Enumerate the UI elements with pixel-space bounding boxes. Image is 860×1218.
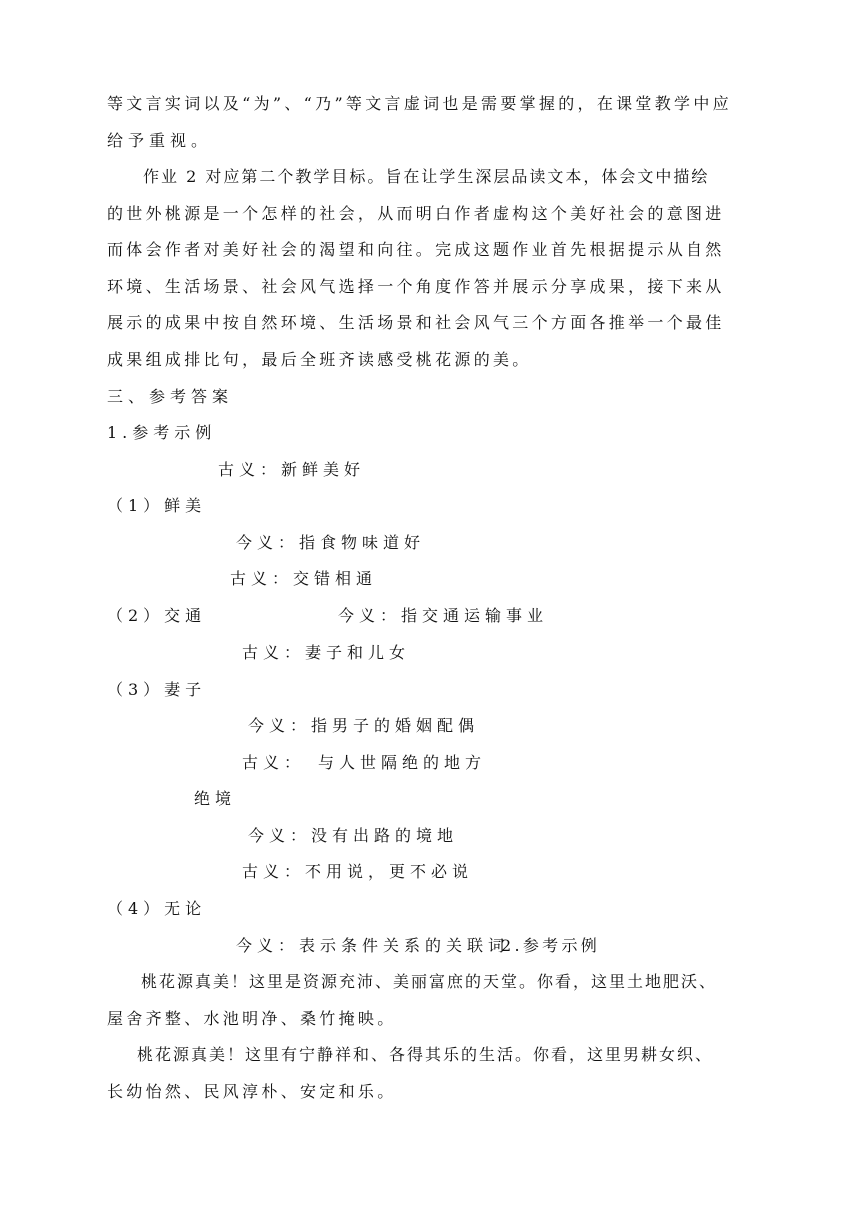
- example-line: 桃花源真美！这里是资源充沛、美丽富庶的天堂。你看，这里土地肥沃、: [141, 972, 718, 991]
- modern-meaning: 今义：没有出路的境地: [248, 826, 459, 845]
- paragraph-line: 给予重视。: [107, 131, 213, 150]
- answer-heading: 2.参考示例: [501, 936, 601, 955]
- example-line: 屋舍齐整、水池明净、桑竹掩映。: [107, 1009, 397, 1028]
- modern-meaning: 今义：指男子的婚姻配偶: [248, 716, 480, 735]
- modern-meaning: 今义：表示条件关系的关联词: [236, 936, 510, 955]
- modern-meaning: 今义：指交通运输事业: [338, 606, 549, 625]
- ancient-meaning: 古义：妻子和儿女: [242, 643, 411, 662]
- ancient-meaning: 古义：新鲜美好: [218, 460, 366, 479]
- ancient-meaning: 古义：不用说，更不必说: [242, 862, 474, 881]
- section-heading: 三、参考答案: [107, 387, 234, 406]
- paragraph-line: 展示的成果中按自然环境、生活场景和社会风气三个方面各推举一个最佳: [107, 313, 725, 332]
- term-label: （4）无论: [107, 899, 207, 918]
- answer-heading: 1.参考示例: [107, 423, 217, 442]
- paragraph-line: 的世外桃源是一个怎样的社会，从而明白作者虚构这个美好社会的意图进: [107, 204, 725, 223]
- paragraph-line: 成果组成排比句，最后全班齐读感受桃花源的美。: [107, 350, 532, 369]
- term-label: （3）妻子: [107, 680, 207, 699]
- paragraph-line: 而体会作者对美好社会的渴望和向往。完成这题作业首先根据提示从自然: [107, 240, 725, 259]
- example-line: 桃花源真美！这里有宁静祥和、各得其乐的生活。你看，这里男耕女织、: [137, 1045, 714, 1064]
- ancient-meaning: 古义： 与人世隔绝的地方: [242, 753, 487, 772]
- ancient-meaning: 古义：交错相通: [230, 569, 378, 588]
- paragraph-line: 作业 2 对应第二个教学目标。旨在让学生深层品读文本，体会文中描绘: [143, 167, 710, 186]
- paragraph-line: 环境、生活场景、社会风气选择一个角度作答并展示分享成果，接下来从: [107, 277, 725, 296]
- term-label: （2）交通: [107, 606, 207, 625]
- modern-meaning: 今义：指食物味道好: [236, 533, 426, 552]
- paragraph-line: 等文言实词以及“为”、“乃”等文言虚词也是需要掌握的，在课堂教学中应: [107, 94, 732, 113]
- example-line: 长幼怡然、民风淳朴、安定和乐。: [107, 1082, 397, 1101]
- term-label: （1）鲜美: [107, 496, 207, 515]
- term-label: 绝境: [194, 789, 237, 808]
